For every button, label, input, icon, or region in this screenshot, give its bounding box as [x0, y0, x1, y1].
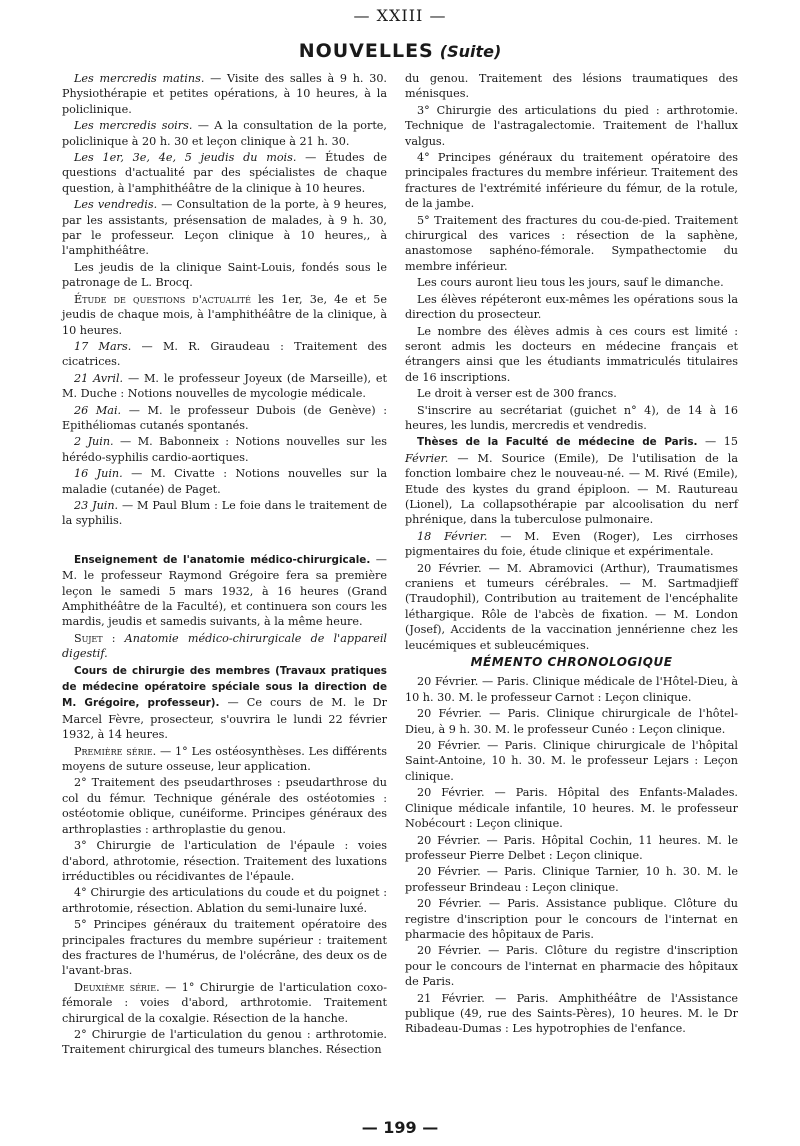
paragraph: 20 Février. — M. Abramovici (Arthur), Traumatismes craniens et tumeurs cérébrales. — M. Sartmadjieff (Traudophil), Contribution au traitement de l'encéphalite léthargique. Rôle de l'abcès de fixation. — M. London (Josef), Accidents de la vaccination jennérienne chez les leucémiques et subleucémiques.	[405, 561, 738, 652]
paragraph: Le nombre des élèves admis à ces cours est limité : seront admis les docteurs en médecine français et étrangers ainsi que les étudiants immatriculés titulaires de 16 inscriptions.	[405, 324, 738, 384]
paragraph-date: Février.	[405, 451, 449, 465]
paragraph-lead: 2 Juin.	[74, 435, 114, 449]
paragraph	[405, 529, 738, 560]
paragraph: 5° Principes généraux du traitement opératoire des principales fractures du membre supérieur : traitement des fractures de l'humérus, de l'olécrâne, des deux os de l'avant-bras.	[62, 918, 387, 978]
spacer	[62, 530, 387, 552]
paragraph-lead: 23 Juin.	[74, 498, 119, 512]
paragraph-text: — M. Sourice (Emile), De l'utilisation de la fonction lombaire chez le nouveau-né. — M. Rivé (Emile), Etude des kystes du grand épiploon. — M. Rautureau (Lionel), La collapsothérapie par alcoolisation du nerf phrénique, dans la tuberculose pulmonaire.	[405, 451, 738, 527]
paragraph	[62, 118, 387, 149]
paragraph-text: — 1° Les ostéosynthèses. Les différents moyens de suture osseuse, leur application.	[62, 744, 387, 774]
paragraph-text: — M Paul Blum : Le foie dans le traitement de la syphilis.	[62, 498, 387, 528]
paragraph	[62, 197, 387, 259]
paragraph-text: — M. le professeur Raymond Grégoire fera sa première leçon le samedi 5 mars 1932, à 16 heures (Grand Amphithéâtre de la Faculté), et continuera son cours les mardis, jeudis et samedis suivants, à la même heure.	[62, 552, 387, 629]
paragraph-lead: 21 Avril.	[74, 371, 124, 385]
paragraph-lead: Les vendredis.	[74, 198, 158, 212]
roman-page-number: — XXIII —	[353, 6, 447, 25]
paragraph-text: — M. Even (Roger), Les cirrhoses pigmentaires du foie, étude clinique et expérimentale.	[405, 529, 738, 559]
memento-entry: 20 Février. — Paris. Clinique Tarnier, 10 h. 30. M. le professeur Brindeau : Leçon clinique.	[405, 865, 738, 894]
memento-heading: MÉMENTO CHRONOLOGIQUE	[470, 655, 673, 670]
paragraph: 2° Chirurgie de l'articulation du genou : arthrotomie. Traitement chirurgical des tumeurs blanches. Résection	[62, 1027, 387, 1057]
memento-entry: 20 Février. — Paris. Hôpital des Enfants-Malades. Clinique médicale infantile, 10 heures. M. le professeur Nobécourt : Leçon clinique.	[405, 786, 738, 831]
paragraph-text: — 15	[697, 435, 738, 449]
paragraph: Les élèves répéteront eux-mêmes les opérations sous la direction du prosecteur.	[405, 292, 738, 322]
paragraph-text: — A la consultation de la porte, policlinique à 20 h. 30 et leçon clinique à 21 h. 30.	[62, 119, 387, 148]
paragraph-lead: 26 Mai.	[74, 403, 122, 417]
paragraph	[62, 498, 387, 529]
paragraph-text: — Ce cours de M. le Dr Marcel Fèvre, prosecteur, s'ouvrira le lundi 22 février 1932, à 14 heures.	[62, 696, 387, 742]
paragraph-text: — Études de questions d'actualité par des spécialistes de chaque question, à l'amphithéâtre de la clinique à 10 heures.	[62, 151, 388, 195]
paragraph-text: — 1° Chirurgie de l'articulation coxo-fémorale : voies d'abord, arthrotomie. Traitement chirurgical de la coxalgie. Résection de la hanche.	[62, 980, 387, 1025]
paragraph	[62, 292, 387, 338]
memento-entry: 21 Février. — Paris. Amphithéâtre de l'Assistance publique (49, rue des Saints-Pères), 10 heures. M. le Dr Ribadeau-Dumas : Les hypotrophies de l'enfance.	[405, 991, 738, 1036]
paragraph-text: — M. Civatte : Notions nouvelles sur la maladie (cutanée) de Paget.	[62, 467, 387, 496]
memento-entry: 20 Février. — Paris. Clinique chirurgicale de l'hôtel-Dieu, à 9 h. 30. M. le professeur Cunéo : Leçon clinique.	[405, 707, 738, 736]
paragraph-lead: Étude de questions d'actualité	[74, 292, 251, 306]
paragraph-lead: Première série.	[74, 744, 157, 758]
paragraph: 2° Traitement des pseudarthroses : pseudarthrose du col du fémur. Technique générale des ostéotomies : ostéotomie oblique, cunéiforme. Principes généraux des arthroplasties : arthroplastie du genou.	[62, 776, 387, 836]
paragraph: S'inscrire au secrétariat (guichet n° 4), de 14 à 16 heures, les lundis, mercredis et vendredis.	[405, 403, 738, 432]
paragraph-lead: Les 1er, 3e, 4e, 5 jeudis du mois.	[74, 151, 297, 165]
paragraph-lead: 18 Février.	[417, 529, 488, 543]
paragraph-lead: Deuxième série.	[74, 980, 160, 994]
paragraph	[62, 980, 387, 1026]
left-column	[62, 71, 387, 1059]
paragraph: 4° Chirurgie des articulations du coude et du poignet : arthrotomie, résection. Ablation du semi-lunaire luxé.	[62, 886, 387, 915]
paragraph: Les cours auront lieu tous les jours, sauf le dimanche.	[417, 276, 724, 290]
paragraph: 4° Principes généraux du traitement opératoire des principales fractures du membre inférieur. Traitement des fractures de l'extrémité inférieure du fémur, de la rotule, de la jambe.	[405, 151, 738, 211]
memento-entry: 20 Février. — Paris. Clinique chirurgicale de l'hôpital Saint-Antoine, 10 h. 30. M. le professeur Lejars : Leçon clinique.	[405, 739, 738, 783]
paragraph	[62, 552, 387, 630]
paragraph	[62, 339, 387, 370]
paragraph-text: Anatomie médico-chirurgicale de l'appareil digestif.	[62, 631, 387, 661]
paragraph: Les jeudis de la clinique Saint-Louis, fondés sous le patronage de L. Brocq.	[62, 260, 387, 290]
memento-entry: 20 Février. — Paris. Hôpital Cochin, 11 heures. M. le professeur Pierre Delbet : Leçon clinique.	[405, 833, 738, 862]
title-text: NOUVELLES	[298, 40, 434, 62]
section-heading: Enseignement de l'anatomie médico-chirurgicale.	[74, 553, 371, 566]
paragraph	[405, 434, 738, 527]
paragraph	[62, 371, 387, 402]
paragraph	[62, 71, 387, 117]
paragraph: 5° Traitement des fractures du cou-de-pied. Traitement chirurgical des varices : résection de la saphène, anastomose saphéno-fémorale. Sympathectomie du membre inférieur.	[405, 213, 738, 273]
paragraph	[62, 631, 387, 662]
page-title	[0, 40, 800, 62]
paragraph-text: les 1er, 3e, 4e et 5e jeudis de chaque mois, à l'amphithéâtre de la clinique, à 10 heures.	[62, 292, 387, 337]
memento-entry: 20 Février. — Paris. Assistance publique. Clôture du registre d'inscription pour le concours de l'internat en pharmacie des hôpitaux de Paris.	[405, 897, 738, 941]
right-column	[405, 71, 738, 1038]
page-number: — 199 —	[361, 1118, 439, 1137]
paragraph-text: — M. R. Giraudeau : Traitement des cicatrices.	[62, 339, 387, 369]
paragraph-lead: 17 Mars.	[74, 339, 132, 353]
paragraph-text: — Consultation de la porte, à 9 heures, par les assistants, présensation de malades, à 9 h. 30, par le professeur. Leçon clinique à 10 heures,, à l'amphithéâtre.	[62, 198, 387, 258]
section-heading: Cours de chirurgie des membres (Travaux pratiques de médecine opératoire spéciale sous la direction de M. Grégoire, professeur).	[62, 664, 387, 710]
paragraph	[62, 663, 387, 743]
paragraph: Le droit à verser est de 300 francs.	[417, 387, 617, 401]
paragraph	[62, 434, 387, 465]
paragraph-lead: Les mercredis soirs.	[74, 119, 193, 133]
paragraph: 3° Chirurgie de l'articulation de l'épaule : voies d'abord, athrotomie, résection. Traitement des luxations irréductibles ou récidivantes de l'épaule.	[62, 839, 387, 883]
paragraph: 3° Chirurgie des articulations du pied : arthrotomie. Technique de l'astragalectomie. Traitement de l'hallux valgus.	[405, 103, 738, 148]
paragraph-text: — M. Babonneix : Notions nouvelles sur les hérédo-syphilis cardio-aortiques.	[62, 435, 387, 464]
memento-entry: 20 Février. — Paris. Clinique médicale de l'Hôtel-Dieu, à 10 h. 30. M. le professeur Carnot : Leçon clinique.	[405, 675, 738, 704]
paragraph-text: — Visite des salles à 9 h. 30. Physiothérapie et petites opérations, à 10 heures, à la policlinique.	[62, 72, 387, 116]
paragraph-lead: Les mercredis matins.	[74, 72, 205, 85]
section-heading: Thèses de la Faculté de médecine de Paris.	[417, 436, 698, 449]
paragraph	[62, 150, 387, 196]
paragraph: du genou. Traitement des lésions traumatiques des ménisques.	[405, 72, 738, 101]
paragraph	[62, 466, 387, 497]
memento-entry: 20 Février. — Paris. Clôture du registre d'inscription pour le concours de l'internat en pharmacie des hôpitaux de Paris.	[405, 944, 738, 989]
paragraph	[62, 403, 387, 434]
paragraph-text: — M. le professeur Dubois (de Genève) : Epithéliomas cutanés spontanés.	[62, 403, 387, 432]
paragraph-text: — M. le professeur Joyeux (de Marseille), et M. Duche : Notions nouvelles de mycologie médicale.	[62, 371, 387, 401]
paragraph-lead: 16 Juin.	[74, 467, 123, 481]
title-suite: (Suite)	[439, 42, 502, 61]
paragraph	[62, 744, 387, 775]
paragraph-lead: Sujet :	[74, 631, 116, 645]
